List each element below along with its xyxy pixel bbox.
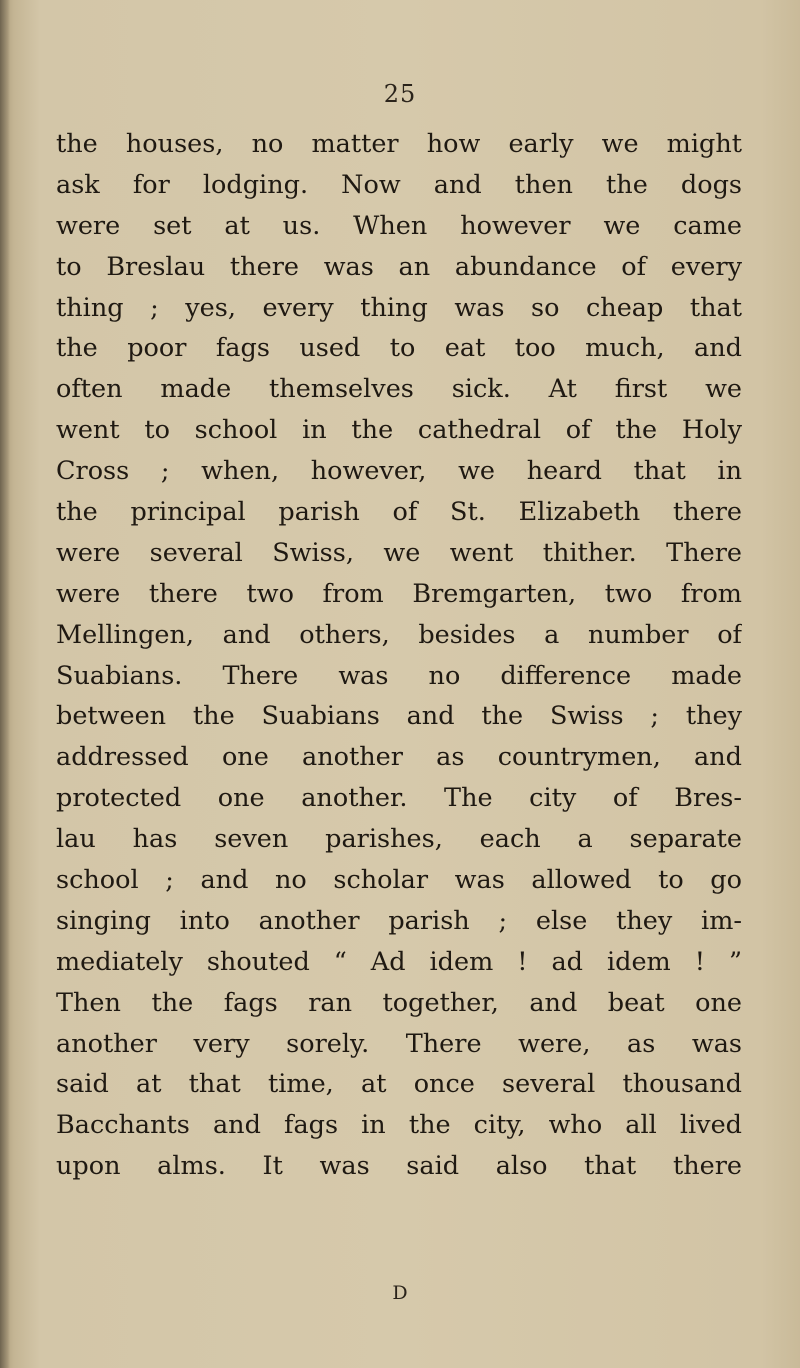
page-number: 25 — [383, 80, 417, 108]
text-line: another very sorely. There were, as was — [56, 1028, 742, 1059]
text-line: Bacchants and fags in the city, who all lived — [56, 1110, 742, 1141]
text-line: the principal parish of St. Elizabeth there — [56, 497, 742, 528]
text-line: between the Suabians and the Swiss ; they — [56, 701, 742, 732]
text-line: Then the fags ran together, and beat one — [56, 987, 742, 1018]
text-line: went to school in the cathedral of the Holy — [56, 415, 742, 446]
text-line: the houses, no matter how early we might — [56, 129, 742, 159]
text-line: mediately shouted “ Ad idem ! ad idem ! ” — [56, 946, 742, 977]
text-line: Cross ; when, however, we heard that in — [56, 456, 742, 487]
text-line: often made themselves sick. At first we — [56, 374, 742, 405]
text-line: singing into another parish ; else they im- — [56, 905, 742, 936]
text-line: the poor fags used to eat too much, and — [56, 333, 742, 364]
text-line: lau has seven parishes, each a separate — [56, 824, 742, 855]
text-line: were set at us. When however we came — [56, 210, 742, 241]
text-line: upon alms. It was said also that there — [56, 1151, 742, 1182]
text-line: were there two from Bremgarten, two from — [56, 578, 742, 609]
text-line: to Breslau there was an abundance of every — [56, 251, 742, 282]
text-line: school ; and no scholar was allowed to go — [56, 865, 742, 896]
text-line: were several Swiss, we went thither. There — [56, 537, 742, 568]
text-line: addressed one another as countrymen, and — [56, 742, 742, 773]
text-line: ask for lodging. Now and then the dogs — [56, 169, 742, 200]
text-line: Suabians. There was no difference made — [56, 660, 742, 691]
signature-mark: D — [392, 1282, 408, 1304]
body-text — [56, 124, 742, 1187]
text-line: said at that time, at once several thousand — [56, 1069, 742, 1100]
text-line: thing ; yes, every thing was so cheap that — [56, 292, 742, 323]
text-line: protected one another. The city of Bres- — [56, 783, 742, 814]
text-line: Mellingen, and others, besides a number of — [56, 619, 742, 650]
